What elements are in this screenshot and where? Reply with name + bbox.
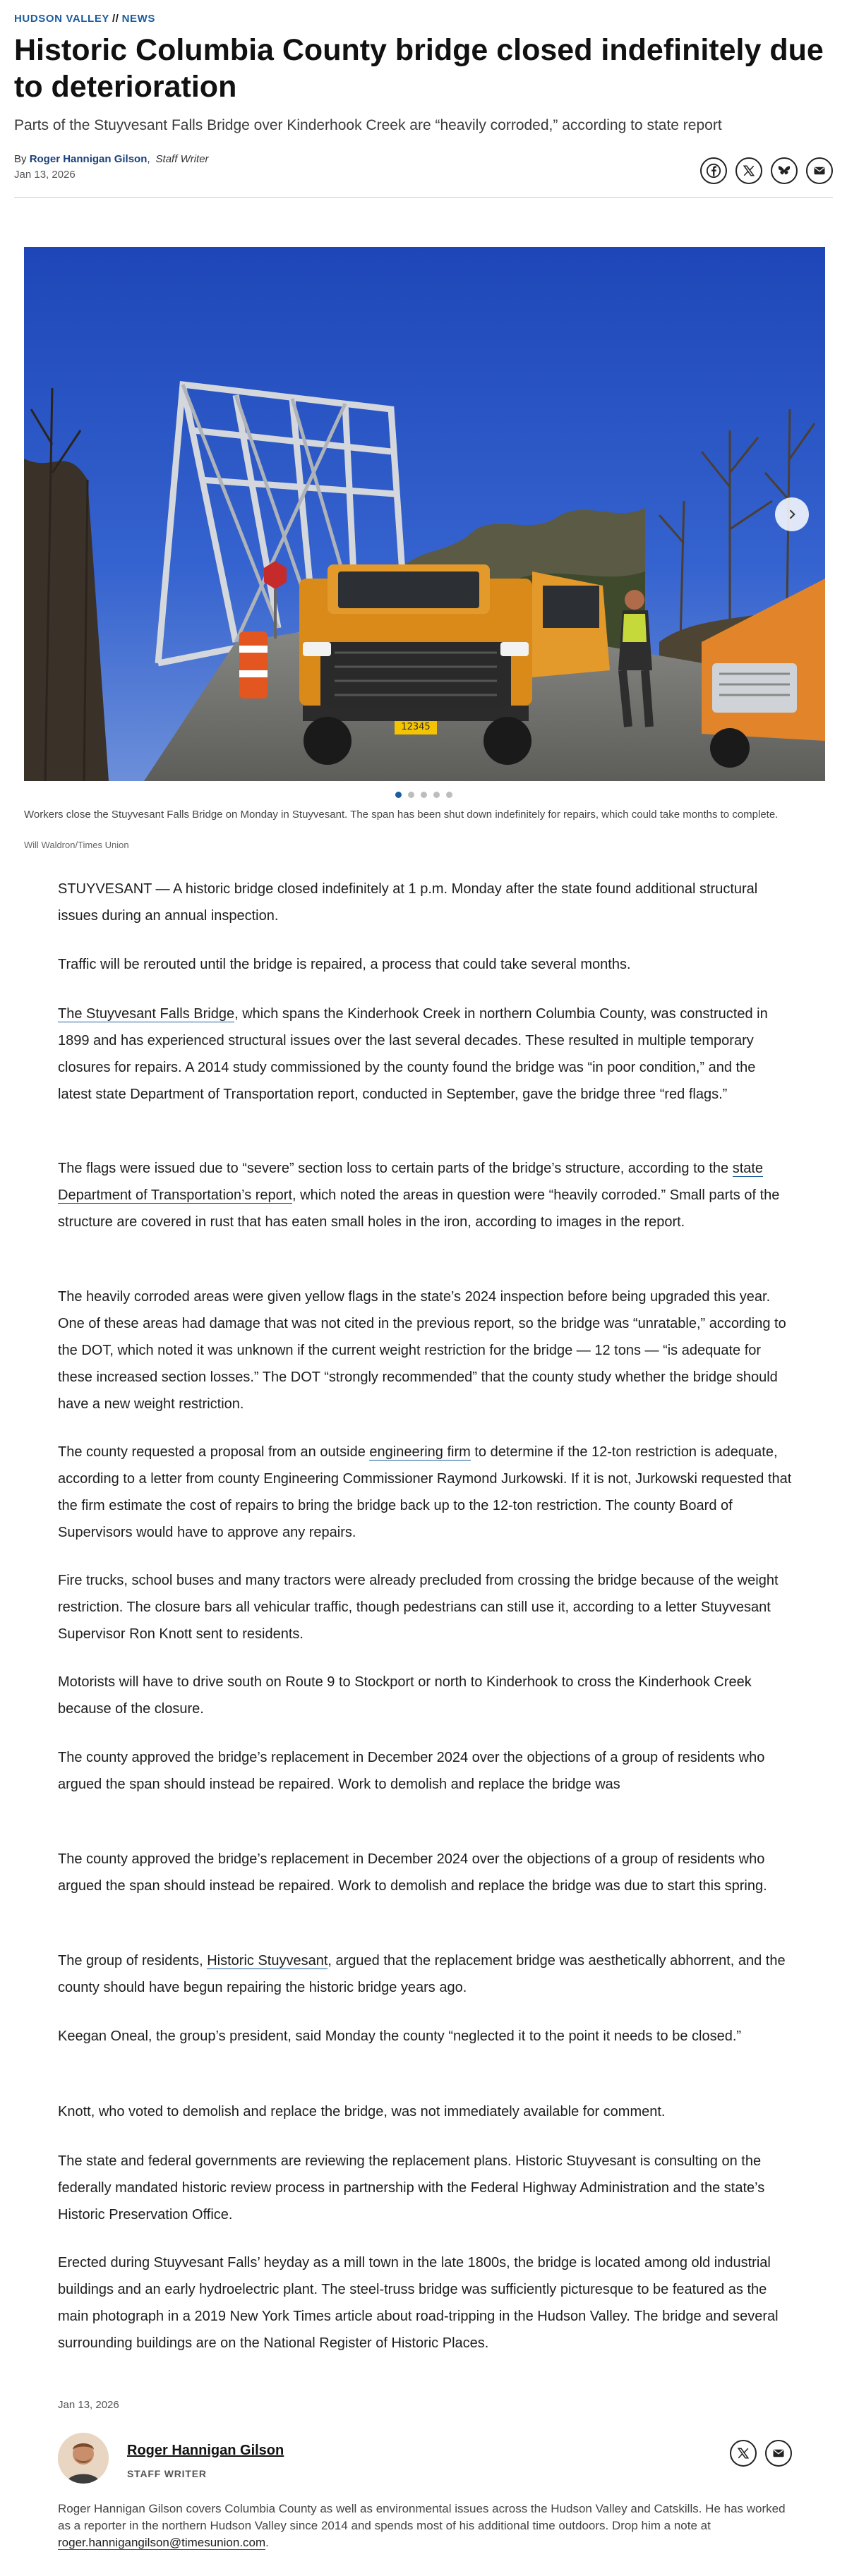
paragraph-6-post: to determine if the 12-ton restriction is adequate, according to a letter from county Engineering Commissioner Raymond Jurkowski. If it is not, Jurkowski requested that the firm estimate the cost of repairs to bring the bridge back up to the 12-ton restriction. The county Board of Supervisors would have to approve any repairs. <box>58 1444 792 1540</box>
lead-photo[interactable] <box>24 247 825 781</box>
email-icon[interactable] <box>806 157 833 184</box>
author-card-role: STAFF WRITER <box>127 2468 207 2479</box>
paragraph-4-pre: The flags were issued due to “severe” section loss to certain parts of the bridge’s structure, according to the <box>58 1161 733 1176</box>
slide-dots <box>0 792 847 798</box>
byline-comma: , <box>147 153 150 165</box>
breadcrumb-separator: // <box>112 13 119 25</box>
paragraph-6-pre: The county requested a proposal from an outside <box>58 1444 370 1460</box>
byline-prefix: By <box>14 153 27 165</box>
paragraph-10: The county approved the bridge’s replacement in December 2024 over the objections of a group of residents who argued the span should instead be repaired. Work to demolish and replace the bridge was due to start this spring. <box>58 1851 767 1894</box>
author-portrait <box>58 2433 109 2484</box>
paragraph-11-pre: The group of residents, <box>58 1953 208 1969</box>
paragraph-7: Fire trucks, school buses and many tractors were already precluded from crossing the bridge because of the weight restriction. The closure bars all vehicular traffic, though pedestrians can still use it, according to a letter Stuyvesant Supervisor Ron Knott sent to residents. <box>58 1573 779 1642</box>
article-headline: Historic Columbia County bridge closed indefinitely due to deterioration <box>14 33 824 104</box>
paragraph-6 <box>58 1439 792 1546</box>
paragraph-4 <box>58 1155 792 1235</box>
facebook-icon[interactable] <box>700 157 727 184</box>
next-slide-button[interactable] <box>775 497 809 531</box>
bluesky-icon[interactable] <box>771 157 798 184</box>
paragraph-5: The heavily corroded areas were given yellow flags in the state’s 2024 inspection before being upgraded this year. One of these areas had damage that was not cited in the previous report, so the bridge was “unratable,” according to the DOT, which noted it was unknown if the current weight restriction for the bridge — 12 tons — “is adequate for these increased section losses.” The DOT “strongly recommended” that the county study whether the bridge should have a new weight restriction. <box>58 1289 786 1412</box>
paragraph-4-post: , which noted the areas in question were “heavily corroded.” Small parts of the structure are covered in rust that has eaten small holes in the iron, according to images in the report. <box>58 1187 780 1230</box>
paragraph-11 <box>58 1947 792 2001</box>
paragraph-14: The state and federal governments are reviewing the replacement plans. Historic Stuyvesant is consulting on the federally mandated historic review process in partnership with the Federal Highway Administration and the state’s Historic Preservation Office. <box>58 2153 765 2223</box>
article-end-date: Jan 13, 2026 <box>58 2399 119 2411</box>
paragraph-3-text: , which spans the Kinderhook Creek in northern Columbia County, was constructed in 1899 and has experienced structural issues over the last several decades. These resulted in multiple temporary closures for repairs. A 2014 study commissioned by the county found the bridge was “in poor condition,” and the latest state Department of Transportation report, conducted in September, gave the bridge three “red flags.” <box>58 1006 768 1102</box>
publish-date: Jan 13, 2026 <box>14 169 76 181</box>
paragraph-1: STUYVESANT — A historic bridge closed indefinitely at 1 p.m. Monday after the state found additional structural issues during an annual inspection. <box>58 881 758 924</box>
slide-dot[interactable] <box>408 792 414 798</box>
paragraph-8: Motorists will have to drive south on Route 9 to Stockport or north to Kinderhook to cross the Kinderhook Creek because of the closure. <box>58 1674 752 1717</box>
author-bio-end: . <box>265 2536 269 2549</box>
slide-dot[interactable] <box>421 792 427 798</box>
paragraph-3 <box>58 1000 792 1108</box>
paragraph-12: Keegan Oneal, the group’s president, said Monday the county “neglected it to the point it needs to be closed.” <box>58 2028 742 2044</box>
section-breadcrumb <box>14 13 833 25</box>
share-bar <box>700 157 833 184</box>
paragraph-15: Erected during Stuyvesant Falls’ heyday as a mill town in the late 1800s, the bridge is located among old industrial buildings and an early hydroelectric plant. The steel-truss bridge was sufficiently picturesque to be featured as the main photograph in a 2019 New York Times article about road-tripping in the Hudson Valley. The bridge and several surrounding buildings are on the National Register of Historic Places. <box>58 2255 779 2351</box>
x-icon[interactable] <box>730 2440 757 2467</box>
email-icon[interactable] <box>765 2440 792 2467</box>
author-bio-text: Roger Hannigan Gilson covers Columbia County as well as environmental issues across the Hudson Valley and Catskills. He has worked as a reporter in the northern Hudson Valley since 2014 and spends most of his additional time outdoors. Drop him a note at <box>58 2502 786 2532</box>
subsection-link[interactable]: NEWS <box>121 13 155 25</box>
article-subhead: Parts of the Stuyvesant Falls Bridge over Kinderhook Creek are “heavily corroded,” according to state report <box>14 117 722 133</box>
author-role: Staff Writer <box>155 153 209 165</box>
paragraph-2: Traffic will be rerouted until the bridge is repaired, a process that could take several months. <box>58 957 631 972</box>
article-header <box>0 0 847 184</box>
photo-caption: Workers close the Stuyvesant Falls Bridge on Monday in Stuyvesant. The span has been shut down indefinitely for repairs, which could take months to complete. <box>24 809 779 821</box>
author-card-name[interactable]: Roger Hannigan Gilson <box>127 2443 284 2458</box>
slide-dot[interactable] <box>433 792 440 798</box>
historic-stuyvesant-link[interactable]: Historic Stuyvesant <box>207 1953 328 1969</box>
byline <box>14 152 209 183</box>
author-share-bar <box>730 2440 792 2467</box>
header-divider <box>14 197 833 198</box>
section-link[interactable]: HUDSON VALLEY <box>14 13 110 25</box>
avatar[interactable] <box>58 2433 109 2484</box>
byline-row <box>14 152 833 184</box>
slide-dot[interactable] <box>395 792 402 798</box>
bridge-link[interactable]: The Stuyvesant Falls Bridge <box>58 1006 235 1022</box>
paragraph-11-post: , argued that the replacement bridge was aesthetically abhorrent, and the county should have begun repairing the historic bridge years ago. <box>58 1953 786 1995</box>
dot-report-link[interactable]: state Department of Transportation’s report <box>58 1161 764 1203</box>
license-plate: 12345 <box>401 722 431 732</box>
paragraph-13: Knott, who voted to demolish and replace the bridge, was not immediately available for comment. <box>58 2104 666 2120</box>
author-bio <box>58 2501 792 2551</box>
photo-credit: Will Waldron/Times Union <box>24 840 129 850</box>
slide-dot[interactable] <box>446 792 452 798</box>
bridge-photo-illustration <box>24 247 825 781</box>
chevron-right-icon <box>785 507 799 521</box>
x-icon[interactable] <box>735 157 762 184</box>
engineering-firm-link[interactable]: engineering firm <box>369 1444 471 1460</box>
author-email-link[interactable]: roger.hannigangilson@timesunion.com <box>58 2536 266 2549</box>
author-link[interactable]: Roger Hannigan Gilson <box>29 153 148 165</box>
paragraph-9: The county approved the bridge’s replacement in December 2024 over the objections of a group of residents who argued the span should instead be repaired. Work to demolish and replace the bridge was <box>58 1750 765 1792</box>
